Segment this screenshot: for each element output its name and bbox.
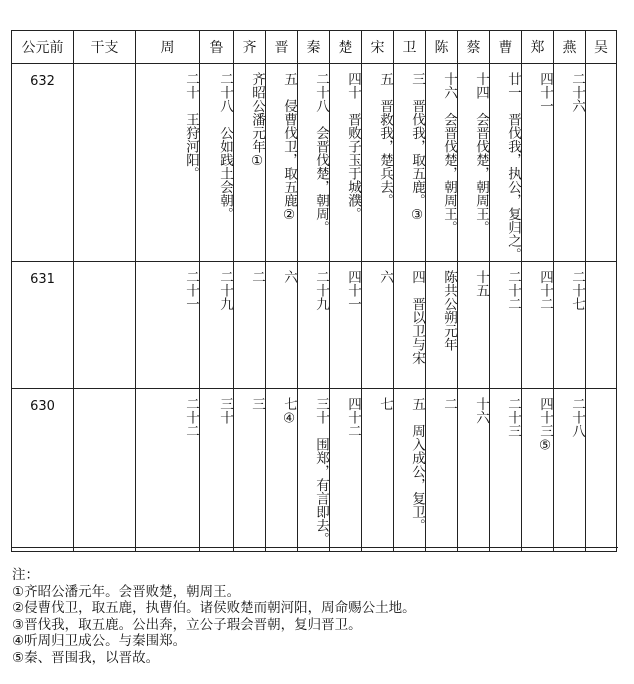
jin-cell: 六	[266, 262, 298, 389]
zhou-cell: 二十一	[136, 262, 200, 389]
table-row	[12, 389, 617, 552]
song-cell: 六	[362, 262, 394, 389]
zhou-cell: 二十 王狩河阳。	[136, 64, 200, 262]
wei-cell: 五 周入成公，复卫。	[394, 389, 426, 552]
header-lu: 鲁	[200, 31, 234, 64]
ganzhi-cell	[74, 262, 136, 389]
notes-section	[12, 567, 416, 666]
jin-cell: 五 侵曹伐卫，取五鹿②	[266, 64, 298, 262]
zheng-cell: 四十三⑤	[522, 389, 554, 552]
song-cell: 五 晋救我，楚兵去。	[362, 64, 394, 262]
ganzhi-cell	[74, 389, 136, 552]
jin-cell: 七④	[266, 389, 298, 552]
yan-cell: 二十八	[554, 389, 586, 552]
wu-cell	[586, 389, 617, 552]
chen-cell: 陈共公朔元年	[426, 262, 458, 389]
wu-cell	[586, 262, 617, 389]
header-qin: 秦	[298, 31, 330, 64]
header-year: 公元前	[12, 31, 74, 64]
zheng-cell: 四十二	[522, 262, 554, 389]
header-wei: 卫	[394, 31, 426, 64]
table-row	[12, 262, 617, 389]
chronology-table	[11, 30, 617, 552]
chu-cell: 四十 晋败子玉于城濮。	[330, 64, 362, 262]
bottom-divider	[11, 547, 618, 548]
lu-cell: 三十	[200, 389, 234, 552]
chen-cell: 二	[426, 389, 458, 552]
cai-cell: 十四 会晋伐楚，朝周王。	[458, 64, 490, 262]
year-cell: 630	[12, 389, 74, 552]
notes-title: 注：	[12, 567, 39, 583]
cao-cell: 廿一 晋伐我，执公，复归之。	[490, 64, 522, 262]
header-yan: 燕	[554, 31, 586, 64]
qin-cell: 二十八 会晋伐楚，朝周。	[298, 64, 330, 262]
chu-cell: 四十二	[330, 389, 362, 552]
header-chen: 陈	[426, 31, 458, 64]
yan-cell: 二十七	[554, 262, 586, 389]
header-row	[12, 31, 617, 64]
cao-cell: 二十三	[490, 389, 522, 552]
cai-cell: 十六	[458, 389, 490, 552]
note-item: ②侵曹伐卫，取五鹿，执曹伯。诸侯败楚而朝河阳，周命赐公土地。	[12, 600, 416, 616]
note-item: ⑤秦、晋围我，以晋故。	[12, 649, 160, 666]
lu-cell: 二十八 公如践土会朝。	[200, 64, 234, 262]
header-ganzhi: 干支	[74, 31, 136, 64]
wei-cell: 四 晋以卫与宋	[394, 262, 426, 389]
song-cell: 七	[362, 389, 394, 552]
cao-cell: 二十二	[490, 262, 522, 389]
qi-cell: 齐昭公潘元年①	[234, 64, 266, 262]
header-chu: 楚	[330, 31, 362, 64]
chen-cell: 十六 会晋伐楚，朝周王。	[426, 64, 458, 262]
qi-cell: 二	[234, 262, 266, 389]
ganzhi-cell	[74, 64, 136, 262]
year-cell: 632	[12, 64, 74, 262]
header-qi: 齐	[234, 31, 266, 64]
note-item: ①齐昭公潘元年。会晋败楚，朝周王。	[12, 583, 241, 600]
wei-cell: 三 晋伐我，取五鹿。③	[394, 64, 426, 262]
qin-cell: 二十九	[298, 262, 330, 389]
header-jin: 晋	[266, 31, 298, 64]
qin-cell: 三十 围郑，有言即去。	[298, 389, 330, 552]
header-zheng: 郑	[522, 31, 554, 64]
header-cai: 蔡	[458, 31, 490, 64]
table-row	[12, 64, 617, 262]
year-cell: 631	[12, 262, 74, 389]
qi-cell: 三	[234, 389, 266, 552]
note-item: ④听周归卫成公。与秦围郑。	[12, 633, 187, 649]
yan-cell: 二十六	[554, 64, 586, 262]
cai-cell: 十五	[458, 262, 490, 389]
lu-cell: 二十九	[200, 262, 234, 389]
zheng-cell: 四十一	[522, 64, 554, 262]
header-wu: 吴	[586, 31, 617, 64]
header-cao: 曹	[490, 31, 522, 64]
header-song: 宋	[362, 31, 394, 64]
note-item: ③晋伐我，取五鹿。公出奔，立公子瑕会晋朝，复归晋卫。	[12, 616, 362, 633]
wu-cell	[586, 64, 617, 262]
chu-cell: 四十一	[330, 262, 362, 389]
zhou-cell: 二十二	[136, 389, 200, 552]
header-zhou: 周	[136, 31, 200, 64]
